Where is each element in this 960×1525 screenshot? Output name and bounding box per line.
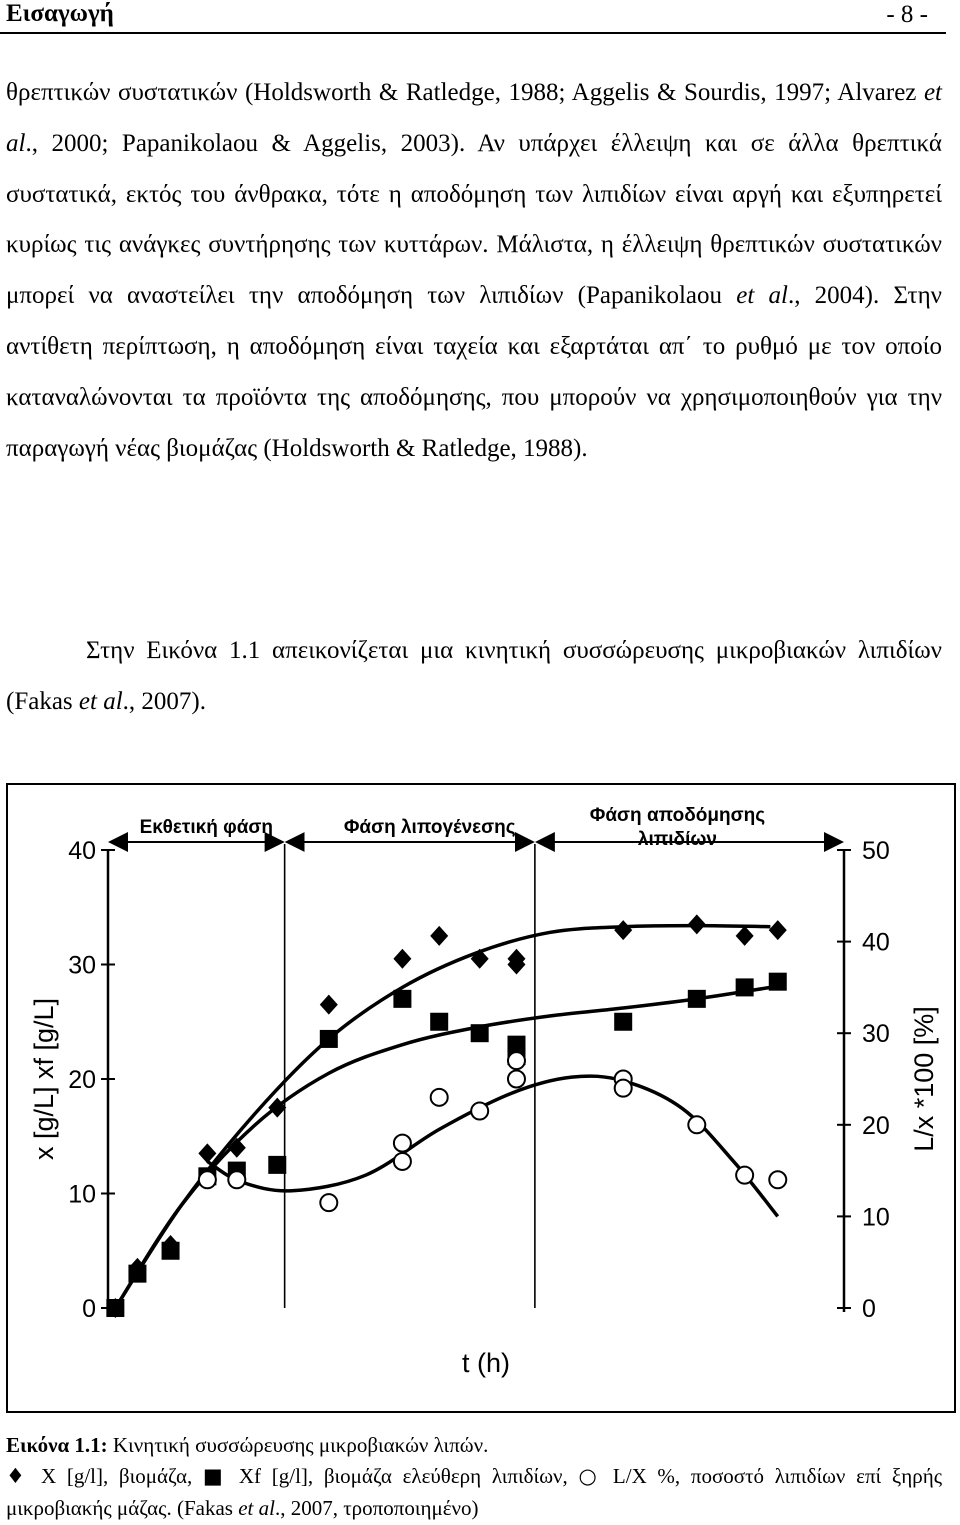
right-tick-label: 30 bbox=[862, 1020, 890, 1049]
figure-frame bbox=[6, 783, 956, 1413]
text-run: ., 2007). bbox=[122, 687, 206, 715]
diamond-data-point bbox=[614, 920, 632, 940]
square-data-point bbox=[268, 1156, 286, 1174]
text-run: L/X %, ποσοστό λιπιδίων επί ξηρής μικροβιακής μάζας. (Fakas bbox=[6, 1464, 943, 1520]
square-data-point bbox=[769, 973, 787, 991]
circle-data-point bbox=[769, 1171, 786, 1188]
lipid-kinetics-chart bbox=[8, 785, 954, 1411]
italic-text-run: et al bbox=[238, 1496, 275, 1520]
circle-data-point bbox=[736, 1167, 753, 1184]
square-data-point bbox=[320, 1030, 338, 1048]
legend-symbol: ○ bbox=[578, 1464, 603, 1488]
circle-data-point bbox=[471, 1103, 488, 1120]
diamond-series-fit-curve bbox=[115, 926, 770, 1308]
phase-label: Εκθετική φάση bbox=[139, 817, 274, 838]
square-series-fit-curve bbox=[115, 987, 770, 1308]
paragraph-2 bbox=[6, 626, 942, 728]
diamond-data-point bbox=[430, 926, 448, 946]
circle-data-point bbox=[431, 1089, 448, 1106]
square-data-point bbox=[688, 990, 706, 1008]
circle-data-point bbox=[615, 1080, 632, 1097]
phase-label-line-2: λιπιδίων bbox=[637, 829, 717, 850]
square-data-point bbox=[430, 1013, 448, 1031]
figure-caption-legend bbox=[6, 1460, 942, 1524]
phase-label-line-1: Φάση αποδόμησης bbox=[589, 805, 766, 826]
diamond-data-point bbox=[393, 949, 411, 969]
square-data-point bbox=[471, 1024, 489, 1042]
right-tick-label: 50 bbox=[862, 837, 890, 865]
figure-label: Εικόνα 1.1: bbox=[6, 1433, 108, 1457]
square-data-point bbox=[736, 978, 754, 996]
circle-data-point bbox=[394, 1135, 411, 1152]
text-run: θρεπτικών συστατικών (Holdsworth & Ratledge, 1988; Aggelis & Sourdis, 1997; Alvarez bbox=[6, 79, 924, 106]
left-tick-label: 40 bbox=[68, 837, 96, 865]
diamond-data-point bbox=[688, 914, 706, 934]
section-title: Εισαγωγή bbox=[6, 0, 114, 27]
diamond-data-point bbox=[471, 949, 489, 969]
left-tick-label: 20 bbox=[68, 1066, 96, 1094]
page-number: - 8 - bbox=[886, 1, 928, 28]
circle-data-point bbox=[394, 1153, 411, 1170]
phase-label: Φάση λιπογένεσης bbox=[343, 817, 516, 838]
square-data-point bbox=[614, 1013, 632, 1031]
y2-axis-title: L/x *100 [%] bbox=[909, 1006, 939, 1152]
x-axis-title: t (h) bbox=[461, 1348, 511, 1378]
circle-data-point bbox=[688, 1116, 705, 1133]
y-axis-title: x [g/L] xf [g/L] bbox=[29, 997, 59, 1161]
text-run: Στην Εικόνα 1.1 απεικονίζεται μια κινητική συσσώρευσης μικροβιακών λιπιδίων (Fakas bbox=[6, 637, 942, 715]
text-run: ., 2004). Στην αντίθετη περίπτωση, η αποδόμηση είναι ταχεία και εξαρτάται απ΄ το ρυθμό με τον οποίο καταναλώνονται τα προϊόντα της αποδόμησης, που μπορούν να χρησιμοποιηθούν για την παραγωγή νέας βιομάζας (Holdsworth & Ratledge, 1988). bbox=[6, 282, 942, 462]
paragraph-1 bbox=[6, 68, 942, 474]
square-data-point bbox=[393, 990, 411, 1008]
diamond-data-point bbox=[769, 920, 787, 940]
right-tick-label: 20 bbox=[862, 1111, 890, 1140]
legend-symbol: ♦ bbox=[6, 1464, 31, 1488]
text-run: ., 2007, τροποποιημένο) bbox=[274, 1496, 479, 1520]
figure-caption-title bbox=[6, 1429, 942, 1461]
diamond-data-point bbox=[320, 995, 338, 1015]
left-tick-label: 0 bbox=[82, 1295, 96, 1323]
square-data-point bbox=[162, 1242, 180, 1260]
italic-text-run: et al bbox=[736, 282, 788, 310]
italic-text-run: et al bbox=[78, 687, 123, 715]
diamond-data-point bbox=[736, 926, 754, 946]
text-run: ., 2000; Papanikolaou & Aggelis, 2003). Αν υπάρχει έλλειψη και σε άλλα θρεπτικά συστατικά, εκτός του άνθρακα, τότε η αποδόμηση των λιπιδίων είναι αργή και εξυπηρετεί κυρίως τις ανάγκες συντήρησης των κυττάρων. Μάλιστα, η έλλειψη θρεπτικών συστατικών μπορεί να αναστείλει την αποδόμηση των λιπιδίων (Papanikolaou bbox=[6, 129, 942, 310]
left-tick-label: 10 bbox=[68, 1180, 96, 1209]
square-data-point bbox=[128, 1265, 146, 1283]
right-tick-label: 0 bbox=[862, 1295, 876, 1323]
text-run: Xf [g/l], βιομάζα ελεύθερη λιπιδίων, bbox=[228, 1464, 579, 1488]
left-tick-label: 30 bbox=[68, 951, 96, 980]
circle-data-point bbox=[199, 1171, 216, 1188]
figure-title: Κινητική συσσώρευσης μικροβιακών λιπών. bbox=[107, 1433, 489, 1457]
right-tick-label: 10 bbox=[862, 1203, 890, 1232]
square-data-point bbox=[106, 1299, 124, 1317]
italic-text-run: et al bbox=[6, 79, 942, 157]
circle-data-point bbox=[508, 1071, 525, 1088]
page-header bbox=[0, 0, 946, 34]
circle-data-point bbox=[228, 1171, 245, 1188]
text-run: X [g/l], βιομάζα, bbox=[30, 1464, 203, 1488]
circle-data-point bbox=[320, 1194, 337, 1211]
circle-data-point bbox=[508, 1052, 525, 1069]
right-tick-label: 40 bbox=[862, 928, 890, 957]
legend-symbol: ■ bbox=[202, 1464, 229, 1488]
